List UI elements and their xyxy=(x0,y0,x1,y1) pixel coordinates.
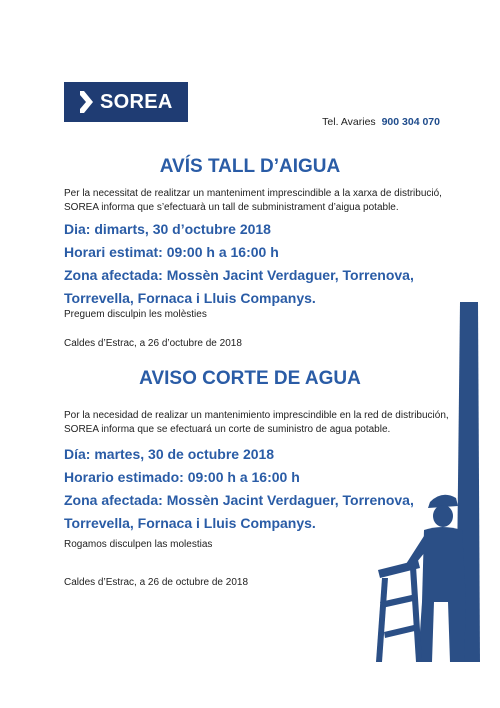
spanish-schedule: Horario estimado: 09:00 h a 16:00 h xyxy=(64,469,300,485)
catalan-intro: Per la necessitat de realitzar un manteniment imprescindible a la xarxa de distribució, SOREA informa que s’efectuarà un tall de subministrament d’aigua potable. xyxy=(64,188,442,213)
emergency-phone xyxy=(322,116,440,128)
spanish-apology: Rogamos disculpen las molestias xyxy=(64,539,213,550)
phone-number[interactable]: 900 304 070 xyxy=(381,116,440,128)
spanish-title: AVISO CORTE DE AGUA xyxy=(139,368,361,389)
catalan-day: Dia: dimarts, 30 d’octubre 2018 xyxy=(64,221,271,237)
spanish-intro: Por la necesidad de realizar un mantenimiento imprescindible en la red de distribución, SOREA informa que se efectuará un corte de suministro de agua potable. xyxy=(64,410,449,435)
phone-label: Tel. Avaries xyxy=(322,116,376,128)
catalan-apology: Preguem disculpin les molèsties xyxy=(64,309,207,320)
catalan-details xyxy=(64,218,464,310)
spanish-place-date: Caldes d’Estrac, a 26 de octubre de 2018 xyxy=(64,577,249,588)
catalan-place-date: Caldes d’Estrac, a 26 d’octubre de 2018 xyxy=(64,338,242,349)
logo-text: SOREA xyxy=(100,90,173,113)
worker-silhouette-icon xyxy=(372,302,482,662)
spanish-zone: Zona afectada: Mossèn Jacint Verdaguer, Torrenova, Torrevella, Fornaca i Lluis Companys. xyxy=(64,492,414,531)
catalan-schedule: Horari estimat: 09:00 h a 16:00 h xyxy=(64,244,279,260)
catalan-zone: Zona afectada: Mossèn Jacint Verdaguer, Torrenova, Torrevella, Fornaca i Lluis Companys. xyxy=(64,267,414,306)
sorea-logo xyxy=(64,82,188,122)
sorea-logo-icon xyxy=(80,91,94,113)
spanish-day: Día: martes, 30 de octubre 2018 xyxy=(64,446,275,462)
catalan-title: AVÍS TALL D’AIGUA xyxy=(159,156,341,177)
